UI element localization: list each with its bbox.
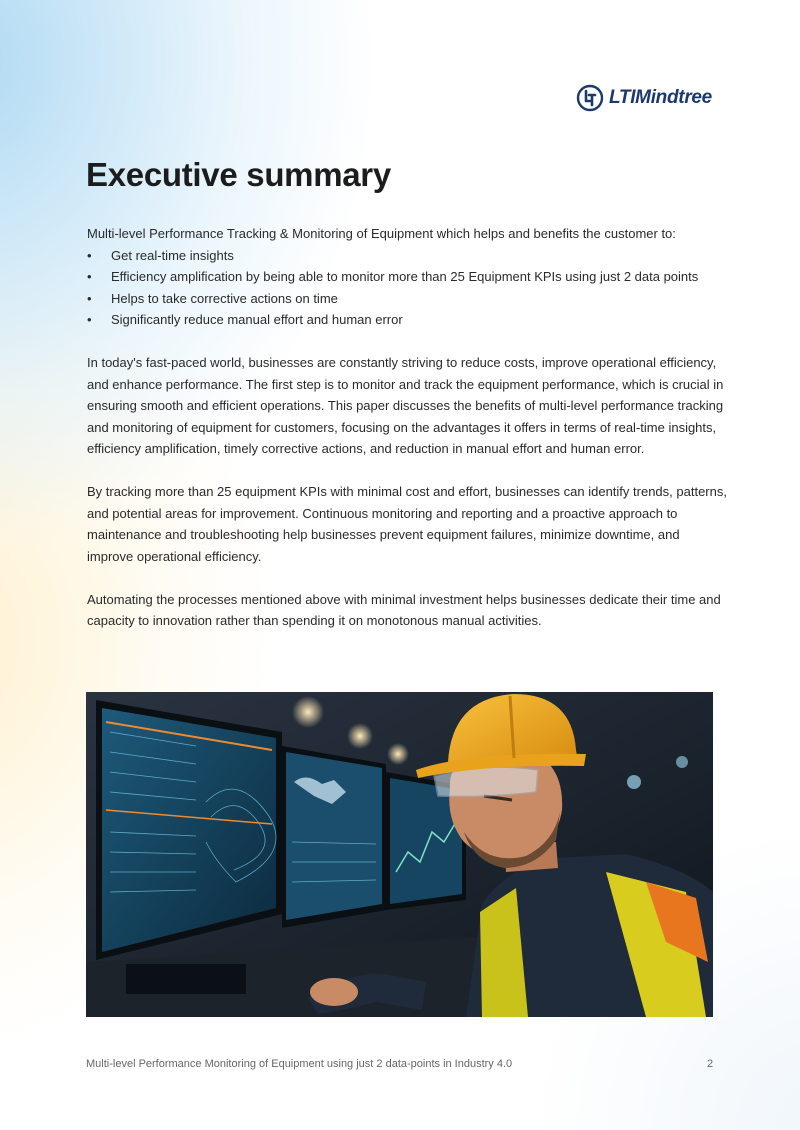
lt-logo-icon bbox=[576, 84, 604, 112]
page-title: Executive summary bbox=[86, 156, 391, 193]
list-item: • Helps to take corrective actions on time bbox=[87, 288, 727, 310]
benefits-list bbox=[87, 245, 727, 331]
brand-logo bbox=[576, 84, 712, 112]
body-paragraph: In today's fast-paced world, businesses are constantly striving to reduce costs, improve operational efficiency, and enhance performance. The first step is to monitor and track the equipment performance, which is crucial in ensuring smooth and efficient operations. This paper discusses the benefits of multi-level performance tracking and monitoring of equipment for customers, focusing on the advantages it offers in terms of real-time insights, efficiency amplification, timely corrective actions, and reduction in manual effort and human error. bbox=[87, 355, 724, 456]
logo-text: LTIMindtree bbox=[609, 87, 712, 108]
list-item: • Get real-time insights bbox=[87, 245, 727, 267]
hero-photo bbox=[86, 692, 713, 1017]
summary-content bbox=[87, 223, 727, 632]
body-paragraph: By tracking more than 25 equipment KPIs with minimal cost and effort, businesses can identify trends, patterns, and potential areas for improvement. Continuous monitoring and reporting and a proactive approach to maintenance and troubleshooting help businesses prevent equipment failures, minimize downtime, and improve operational efficiency. bbox=[87, 484, 727, 564]
footer-text: Multi-level Performance Monitoring of Equipment using just 2 data-points in Industry 4.0 bbox=[86, 1058, 513, 1070]
list-item: • Significantly reduce manual effort and human error bbox=[87, 309, 727, 331]
intro-text: Multi-level Performance Tracking & Monitoring of Equipment which helps and benefits the customer to: bbox=[87, 226, 676, 241]
page-number: 2 bbox=[707, 1058, 714, 1070]
list-item: • Efficiency amplification by being able to monitor more than 25 Equipment KPIs using just 2 data points bbox=[87, 266, 727, 288]
body-paragraph: Automating the processes mentioned above with minimal investment helps businesses dedicate their time and capacity to innovation rather than spending it on monotonous manual activities. bbox=[87, 591, 721, 628]
